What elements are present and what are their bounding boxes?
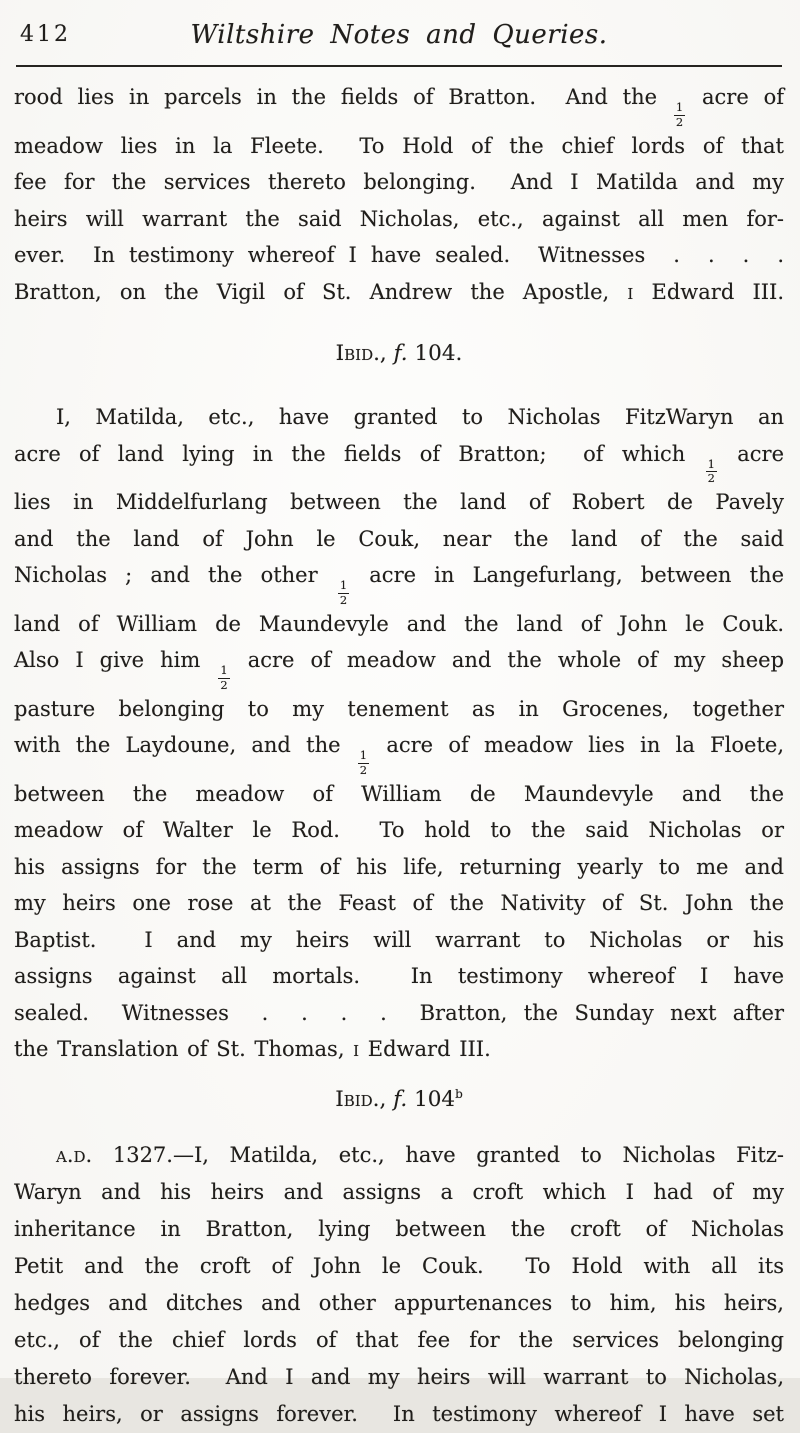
text-line: [14, 922, 784, 959]
fraction-one-half: $\frac{1}{2}$: [359, 748, 368, 777]
text-segment: meadow of Walter le Rod. To hold to the said Nicholas or: [14, 818, 784, 842]
text-segment: Waryn and his heirs and assigns a croft which I had of my: [14, 1179, 784, 1204]
text-segment: sealed. Witnesses . . . . Bratton, the Sunday next after: [14, 1000, 784, 1025]
text-segment: acre of meadow and the whole of my sheep: [231, 648, 785, 672]
text-segment: lies in Middelfurlang between the land of Robert de Pavely: [14, 490, 784, 514]
text-segment: Ibid.,: [335, 1086, 394, 1112]
text-segment: land of William de Maundevyle and the land of John le Couk.: [14, 611, 784, 636]
fraction-one-half: $\frac{1}{2}$: [707, 456, 715, 485]
paragraph: [14, 1137, 784, 1433]
running-header: [14, 20, 784, 52]
text-segment: Edward III.: [633, 279, 785, 304]
text-line: [14, 201, 784, 238]
text-line: [14, 1174, 784, 1211]
text-segment: 1327.—I, Matilda, etc., have granted to Nicholas Fitz-: [112, 1142, 784, 1167]
text-line: [14, 849, 784, 886]
text-line: [14, 727, 784, 776]
text-segment: hedges and ditches and other appurtenances to him, his heirs,: [14, 1290, 784, 1315]
text-segment: his assigns for the term of his life, returning yearly to me and: [14, 854, 784, 879]
fraction-one-half: $\frac{1}{2}$: [220, 663, 228, 692]
text-segment: and the land of John le Couk, near the land of the said: [14, 526, 784, 551]
text-line: [14, 1248, 784, 1285]
text-segment: ever. In testimony whereof I have sealed. Witnesses . . . .: [14, 243, 784, 267]
text-segment: pasture belonging to my tenement as in Grocenes, together: [14, 696, 784, 721]
running-title: Wiltshire Notes and Queries.: [190, 20, 608, 50]
text-segment: my heirs one rose at the Feast of the Nativity of St. John the: [14, 891, 784, 915]
text-line: [14, 484, 784, 521]
text-line: [14, 995, 784, 1032]
text-line: [14, 128, 784, 165]
text-segment: Ibid.,: [335, 341, 394, 366]
text-line: [14, 606, 784, 643]
text-line: [14, 557, 784, 606]
paragraph: [14, 79, 784, 310]
section-heading: [14, 339, 784, 369]
text-segment: Petit and the croft of John le Couk. To Hold with all its: [14, 1253, 784, 1278]
text-line: [14, 274, 784, 311]
text-line: [14, 1285, 784, 1322]
text-line: [14, 436, 784, 485]
text-segment: Bratton, on the Vigil of St. Andrew the Apostle,: [14, 279, 628, 304]
document-body: [14, 79, 784, 1433]
text-line: [14, 79, 784, 128]
text-segment: acre of meadow lies in la Floete,: [371, 733, 785, 757]
text-segment: with the Laydoune, and the: [14, 733, 356, 757]
text-segment: meadow lies in la Fleete. To Hold of the chief lords of that: [14, 133, 784, 158]
text-segment: acre in Langefurlang, between the: [351, 563, 784, 587]
text-line: [14, 776, 784, 813]
text-segment: b: [455, 1086, 463, 1101]
text-segment: Also I give him: [14, 648, 217, 672]
text-segment: his heirs, or assigns forever. In testimony whereof I have set: [14, 1401, 784, 1426]
text-segment: fee for the services thereto belonging. And I Matilda and my: [14, 170, 784, 194]
text-segment: rood lies in parcels in the fields of Bratton. And the: [14, 85, 672, 109]
text-line: [14, 1137, 784, 1174]
fraction-one-half: $\frac{1}{2}$: [675, 100, 684, 129]
text-line: [14, 521, 784, 558]
text-segment: between the meadow of William de Maundevyle and the: [14, 781, 784, 806]
text-segment: acre of: [687, 85, 784, 109]
text-segment: inheritance in Bratton, lying between the croft of Nicholas: [14, 1216, 784, 1241]
text-segment: Edward III.: [359, 1037, 491, 1061]
text-line: [14, 691, 784, 728]
divider-rule: [16, 65, 782, 67]
text-segment: assigns against all mortals. In testimony whereof I have: [14, 964, 784, 988]
text-line: [14, 1031, 784, 1068]
text-segment: f.: [393, 1086, 415, 1112]
text-segment: a.d.: [56, 1142, 113, 1167]
text-line: [14, 237, 784, 274]
text-segment: etc., of the chief lords of that fee for the services belonging: [14, 1327, 784, 1352]
text-segment: the Translation of St. Thomas,: [14, 1037, 354, 1061]
text-segment: Nicholas ; and the other: [14, 563, 336, 587]
fraction-one-half: $\frac{1}{2}$: [339, 578, 348, 607]
text-segment: 104: [414, 1086, 456, 1112]
text-line: [14, 885, 784, 922]
text-line: [14, 958, 784, 995]
text-segment: Baptist. I and my heirs will warrant to Nicholas or his: [14, 927, 784, 952]
text-line: [14, 164, 784, 201]
text-line: [14, 1322, 784, 1359]
text-segment: i: [627, 279, 634, 304]
text-line: [14, 812, 784, 849]
page-number: 412: [20, 22, 71, 47]
text-segment: i: [353, 1037, 360, 1061]
text-segment: heirs will warrant the said Nicholas, etc., against all men for-: [14, 206, 784, 231]
text-line: [14, 1396, 784, 1433]
text-line: [14, 1211, 784, 1248]
section-heading: [14, 1085, 784, 1115]
paragraph: [14, 399, 784, 1068]
text-segment: acre: [718, 441, 784, 466]
text-segment: 104.: [414, 341, 463, 366]
text-line: [14, 1359, 784, 1396]
text-line: [14, 399, 784, 436]
text-segment: f.: [393, 341, 415, 366]
text-line: [14, 642, 784, 691]
text-segment: thereto forever. And I and my heirs will warrant to Nicholas,: [14, 1364, 784, 1389]
text-segment: I, Matilda, etc., have granted to Nicholas FitzWaryn an: [56, 405, 784, 429]
text-segment: acre of land lying in the fields of Bratton; of which: [14, 441, 704, 466]
